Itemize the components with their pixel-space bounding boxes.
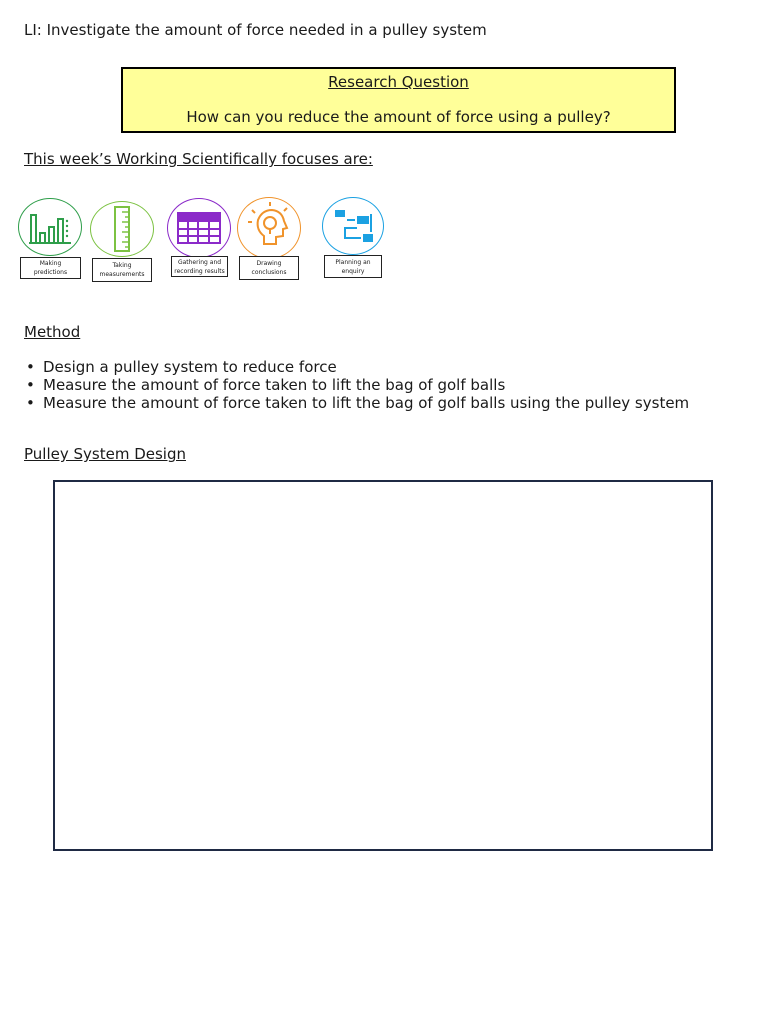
method-list bbox=[24, 358, 689, 412]
working-scientifically-heading: This week’s Working Scientifically focuses are: bbox=[24, 150, 373, 168]
focus-label: Making predictions bbox=[20, 257, 81, 279]
focus-label: Taking measurements bbox=[92, 258, 152, 282]
focus-label: Gathering and recording results bbox=[171, 256, 228, 277]
ruler-icon bbox=[90, 201, 154, 257]
table-icon bbox=[167, 198, 231, 258]
lightbulb-head-icon bbox=[237, 197, 301, 259]
learning-intention: LI: Investigate the amount of force needed in a pulley system bbox=[24, 21, 487, 39]
research-question-box bbox=[121, 67, 676, 133]
method-step: • Measure the amount of force taken to lift the bag of golf balls bbox=[24, 376, 689, 394]
pulley-design-drawing-area[interactable] bbox=[53, 480, 713, 851]
focus-label: Planning an enquiry bbox=[324, 255, 382, 278]
method-step: • Design a pulley system to reduce force bbox=[24, 358, 689, 376]
method-heading: Method bbox=[24, 323, 81, 341]
research-question-text: How can you reduce the amount of force using a pulley? bbox=[186, 108, 611, 126]
research-question-heading: Research Question bbox=[328, 73, 469, 91]
method-step: • Measure the amount of force taken to lift the bag of golf balls using the pulley system bbox=[24, 394, 689, 412]
pulley-design-heading: Pulley System Design bbox=[24, 445, 186, 463]
focus-label: Drawing conclusions bbox=[239, 256, 299, 280]
flowchart-icon bbox=[322, 197, 384, 255]
bar-chart-icon bbox=[18, 198, 82, 256]
